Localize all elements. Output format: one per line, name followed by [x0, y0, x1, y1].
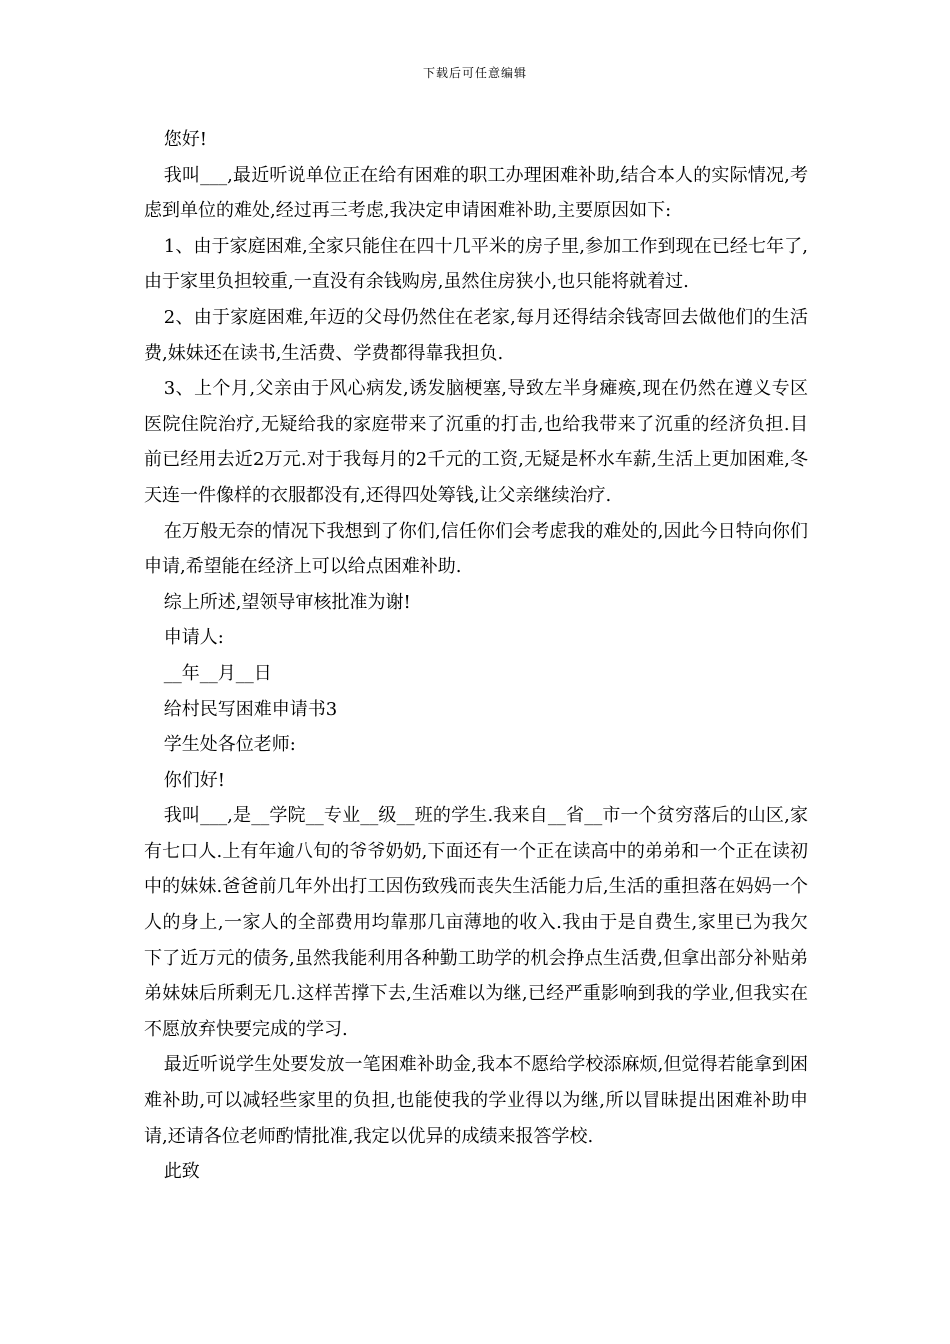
paragraph-summary: 综上所述,望领导审核批准为谢!: [163, 591, 411, 613]
paragraph-student-background: 我叫___,是__学院__专业__级__班的学生.我来自__省__市一个贫穷落后的山区,家有七口人.上有年逾八旬的爷爷奶奶,下面还有一个正在读高中的弟弟和一个正在读初中的妹妹.爸爸前几年外出打工因伤致残而丧失生活能力后,生活的重担落在妈妈一个人的身上,一家人的全部费用均靠那几亩薄地的收入.我由于是自费生,家里已为我欠下了近万元的债务,虽然我能利用各种勤工助学的机会挣点生活费,但拿出部分补贴弟弟妹妹后所剩无几.这样苦撑下去,生活难以为继,已经严重影响到我的学业,但我实在不愿放弃快要完成的学习.: [144, 805, 808, 1040]
closing: 此致: [163, 1161, 200, 1183]
section-title: 给村民写困难申请书3: [163, 698, 338, 720]
paragraph-intro: 我叫___,最近听说单位正在给有困难的职工办理困难补助,结合本人的实际情况,考虑到单位的难处,经过再三考虑,我决定申请困难补助,主要原因如下:: [144, 164, 808, 222]
paragraph-reason-1: 1、由于家庭困难,全家只能住在四十几平米的房子里,参加工作到现在已经七年了,由于家里负担较重,一直没有余钱购房,虽然住房狭小,也只能将就着过.: [144, 235, 808, 293]
date-line: __年__月__日: [163, 662, 272, 684]
paragraph-reason-2: 2、由于家庭困难,年迈的父母仍然住在老家,每月还得结余钱寄回去做他们的生活费,妹妹还在读书,生活费、学费都得靠我担负.: [144, 306, 808, 364]
greeting-2: 你们好!: [163, 769, 226, 791]
document-body: [144, 122, 808, 1190]
salutation: 学生处各位老师:: [163, 734, 296, 756]
applicant-label: 申请人:: [163, 627, 224, 649]
paragraph-reason-3: 3、上个月,父亲由于风心病发,诱发脑梗塞,导致左半身瘫痪,现在仍然在遵义专区医院住院治疗,无疑给我的家庭带来了沉重的打击,也给我带来了沉重的经济负担.目前已经用去近2万元.对于我每月的2千元的工资,无疑是杯水车薪,生活上更加困难,冬天连一件像样的衣服都没有,还得四处筹钱,让父亲继续治疗.: [144, 378, 808, 506]
paragraph-student-request: 最近听说学生处要发放一笔困难补助金,我本不愿给学校添麻烦,但觉得若能拿到困难补助,可以减轻些家里的负担,也能使我的学业得以为继,所以冒昧提出困难补助申请,还请各位老师酌情批准,我定以优异的成绩来报答学校.: [144, 1054, 808, 1147]
page-header-note: 下载后可任意编辑: [422, 66, 527, 80]
paragraph-request: 在万般无奈的情况下我想到了你们,信任你们会考虑我的难处的,因此今日特向你们申请,希望能在经济上可以给点困难补助.: [144, 520, 808, 578]
greeting: 您好!: [163, 129, 208, 150]
